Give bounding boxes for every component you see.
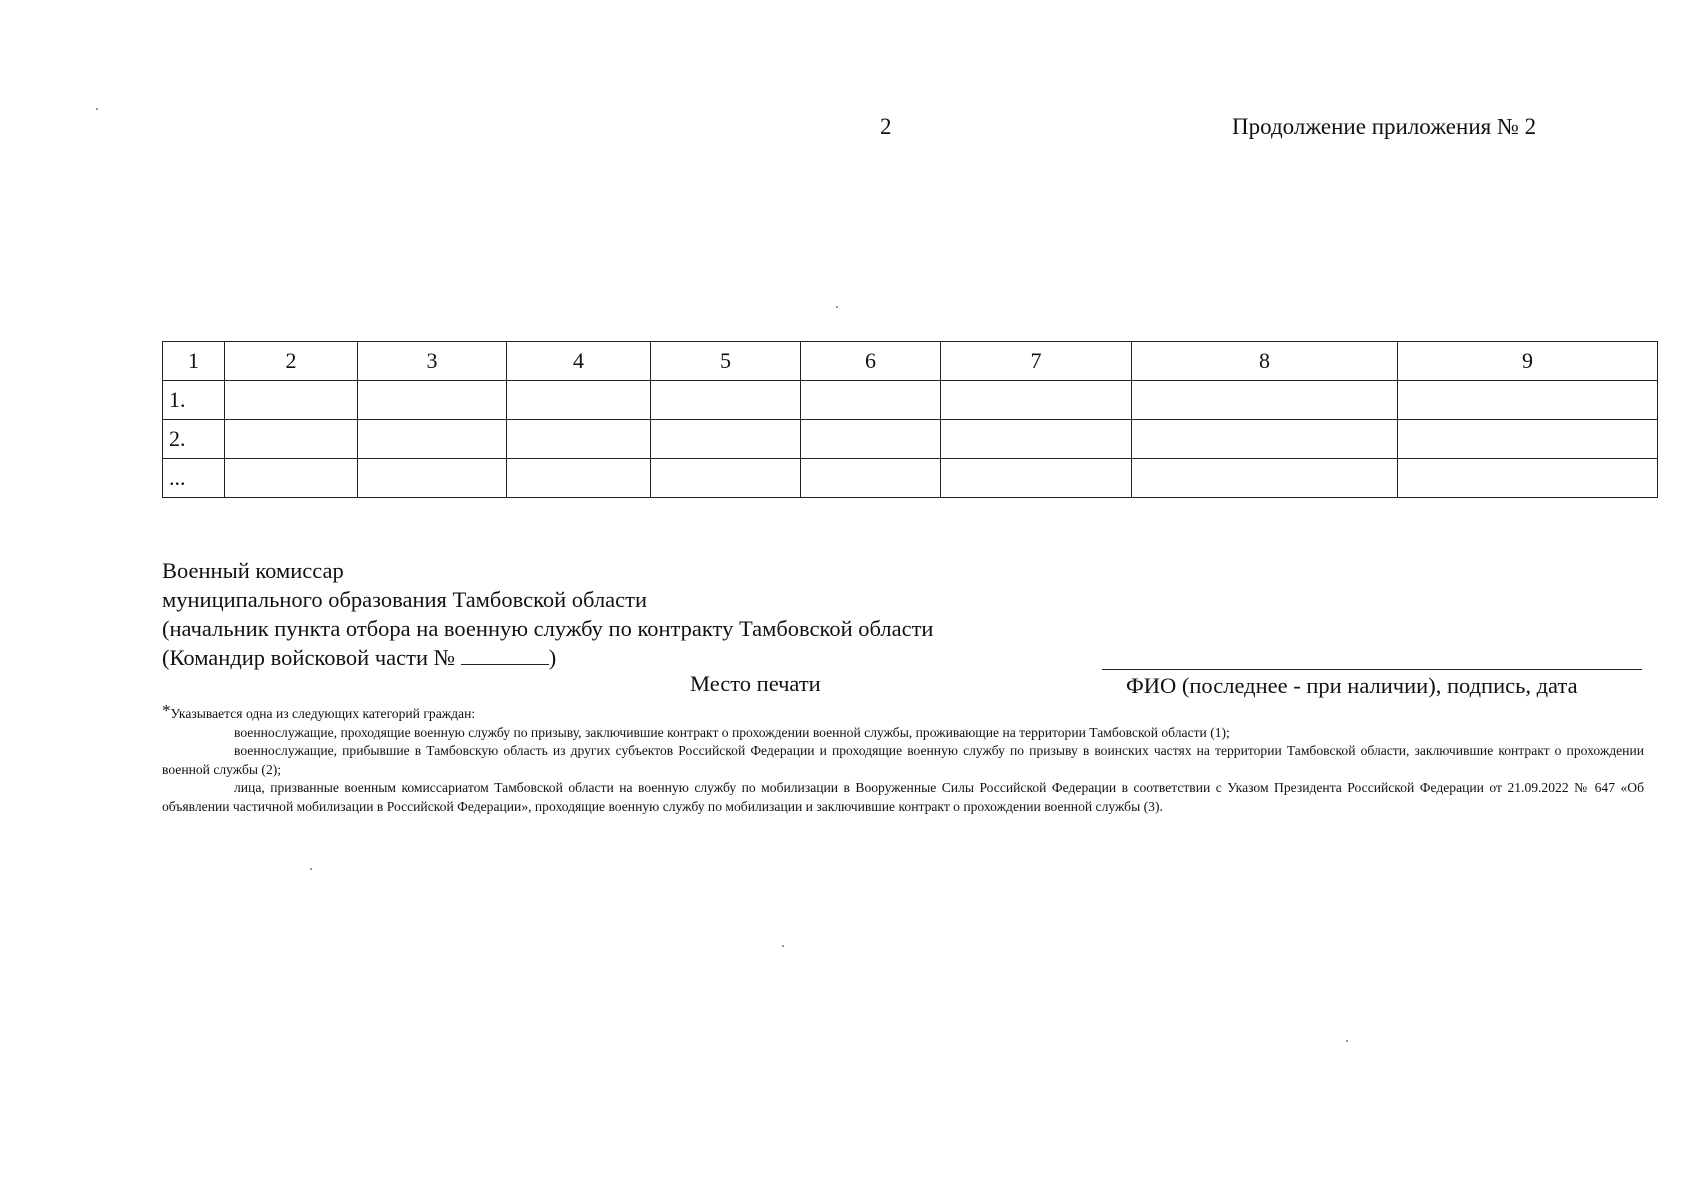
table-row <box>163 459 1658 498</box>
page-number: 2 <box>880 114 892 139</box>
table-header-cell: 5 <box>651 342 801 381</box>
signature-caption: ФИО (последнее - при наличии), подпись, дата <box>1126 673 1578 698</box>
scan-speck <box>96 108 98 110</box>
table-cell <box>225 420 358 459</box>
footnote-marker: * <box>162 701 171 720</box>
stamp-place-label: Место печати <box>690 671 821 696</box>
table-cell <box>1398 381 1658 420</box>
table-cell <box>507 381 651 420</box>
table-cell <box>801 381 941 420</box>
scan-speck <box>782 945 784 947</box>
table-cell <box>225 459 358 498</box>
footnote-intro-text: Указывается одна из следующих категорий граждан: <box>170 706 476 721</box>
table-cell <box>1398 459 1658 498</box>
table-cell <box>507 459 651 498</box>
row-index-cell: 2. <box>163 420 225 459</box>
unit-suffix: ) <box>548 645 557 670</box>
table-header-cell: 7 <box>941 342 1132 381</box>
scan-speck <box>836 306 838 308</box>
scan-speck <box>310 868 312 870</box>
table-cell <box>651 420 801 459</box>
unit-number-blank <box>461 644 549 665</box>
table-cell <box>651 381 801 420</box>
signatory-alternative-title: (начальник пункта отбора на военную службу по контракту Тамбовской области <box>162 616 934 641</box>
footnote <box>162 702 1644 816</box>
footnote-item: военнослужащие, проходящие военную службу по призыву, заключившие контракт о прохождении военной службы, проживающие на территории Тамбовской области (1); <box>234 724 1230 740</box>
table-header-cell: 6 <box>801 342 941 381</box>
table-cell <box>358 420 507 459</box>
row-index-cell: ... <box>163 459 225 498</box>
table-cell <box>1132 420 1398 459</box>
table-cell <box>941 420 1132 459</box>
signatory-title: Военный комиссар <box>162 558 344 583</box>
table-row <box>163 381 1658 420</box>
table-header-cell: 1 <box>163 342 225 381</box>
table-cell <box>358 381 507 420</box>
appendix-continuation-note: Продолжение приложения № 2 <box>1232 114 1537 139</box>
table-cell <box>1132 381 1398 420</box>
table-cell <box>941 459 1132 498</box>
table-cell <box>801 459 941 498</box>
footnote-item: военнослужащие, прибывшие в Тамбовскую область из других субъектов Российской Федерации и проходящие военную службу по призыву в воинских частях на территории Тамбовской области, заключившие контракт о прохождении военной службы (2); <box>162 743 1644 777</box>
table-cell <box>358 459 507 498</box>
footnote-intro <box>162 702 1644 724</box>
table-row <box>163 420 1658 459</box>
table-header-row <box>163 342 1658 381</box>
table-cell <box>225 381 358 420</box>
table-header-cell: 4 <box>507 342 651 381</box>
table-cell <box>801 420 941 459</box>
table-cell <box>507 420 651 459</box>
data-table <box>162 341 1658 498</box>
table-header-cell: 8 <box>1132 342 1398 381</box>
unit-prefix: (Командир войсковой части № <box>162 645 456 670</box>
table-cell <box>1398 420 1658 459</box>
table-cell <box>651 459 801 498</box>
scan-speck <box>1346 1040 1348 1042</box>
table-cell <box>941 381 1132 420</box>
signatory-organization: муниципального образования Тамбовской области <box>162 587 648 612</box>
table-header-cell: 9 <box>1398 342 1658 381</box>
table-header-cell: 3 <box>358 342 507 381</box>
table-cell <box>1132 459 1398 498</box>
table-header-cell: 2 <box>225 342 358 381</box>
row-index-cell: 1. <box>163 381 225 420</box>
footnote-item: лица, призванные военным комиссариатом Тамбовской области на военную службу по мобилизации в Вооруженные Силы Российской Федерации в соответствии с Указом Президента Российской Федерации от 21.09.2022 № 647 «Об объявлении частичной мобилизации в Российской Федерации», проходящие военную службу по мобилизации и заключившие контракт о прохождении военной службы (3). <box>162 780 1644 814</box>
signature-line <box>1102 669 1642 670</box>
signatory-unit-line <box>162 643 933 672</box>
signatory-block <box>162 556 933 672</box>
